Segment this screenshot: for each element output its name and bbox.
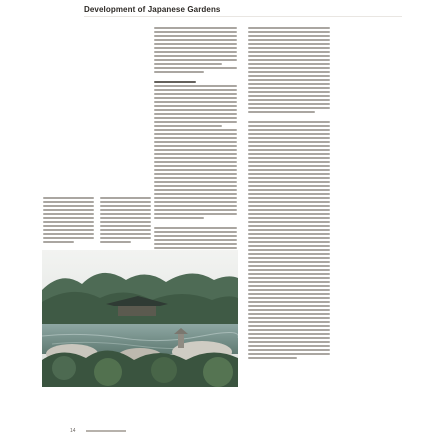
- text-line: [154, 201, 237, 203]
- text-line: [248, 233, 330, 235]
- text-line: [248, 357, 297, 359]
- text-line: [248, 177, 330, 179]
- text-line: [248, 103, 330, 105]
- text-line: [154, 149, 237, 151]
- text-line: [154, 101, 237, 103]
- text-line: [154, 193, 237, 195]
- text-line: [154, 165, 237, 167]
- text-line: [248, 309, 330, 311]
- text-line: [43, 205, 94, 207]
- text-line: [248, 181, 330, 183]
- text-line: [154, 75, 237, 79]
- text-line: [154, 185, 237, 187]
- text-line: [154, 117, 237, 119]
- text-line: [154, 27, 237, 29]
- text-line: [154, 235, 237, 237]
- text-line: [248, 83, 330, 85]
- text-line: [248, 273, 330, 275]
- text-line: [248, 137, 330, 139]
- text-line: [248, 349, 330, 351]
- paragraph-block: [154, 27, 237, 273]
- text-line: [154, 55, 237, 57]
- text-line: [154, 181, 237, 183]
- text-line: [43, 233, 94, 235]
- text-line: [154, 31, 237, 33]
- text-line: [154, 89, 237, 91]
- text-line: [248, 241, 330, 243]
- text-line: [100, 205, 151, 207]
- text-line: [248, 43, 330, 45]
- text-line: [248, 165, 330, 167]
- text-line: [43, 221, 94, 223]
- text-line: [248, 107, 330, 109]
- text-line: [154, 137, 237, 139]
- text-line: [154, 157, 237, 159]
- text-line: [100, 241, 131, 243]
- text-line: [248, 313, 330, 315]
- text-line: [248, 95, 330, 97]
- text-line: [248, 301, 330, 303]
- text-line: [248, 229, 330, 231]
- page-number: 14: [70, 428, 76, 434]
- text-line: [248, 213, 330, 215]
- text-line: [154, 97, 237, 99]
- text-line: [154, 105, 237, 107]
- text-line: [154, 109, 237, 111]
- text-line: [43, 201, 94, 203]
- header-rule: [84, 16, 402, 17]
- garden-photo-image: [42, 250, 238, 387]
- text-line: [43, 197, 94, 199]
- paragraph-block: [248, 27, 330, 359]
- text-line: [100, 217, 151, 219]
- text-line: [248, 317, 330, 319]
- text-line: [248, 31, 330, 33]
- caption-column: [43, 197, 94, 245]
- text-line: [248, 277, 330, 279]
- text-line: [154, 121, 237, 123]
- text-line: [248, 221, 330, 223]
- text-line: [248, 261, 330, 263]
- text-line: [248, 141, 330, 143]
- text-line: [154, 63, 222, 65]
- text-line: [154, 71, 204, 73]
- text-line: [248, 129, 330, 131]
- text-line: [248, 289, 330, 291]
- text-line: [154, 177, 237, 179]
- text-line: [248, 125, 330, 127]
- text-line: [248, 121, 330, 123]
- folio-line: [86, 430, 126, 432]
- text-line: [248, 333, 330, 335]
- text-line: [154, 47, 237, 49]
- subheading: [154, 81, 196, 83]
- caption-column: [100, 197, 151, 245]
- text-line: [248, 205, 330, 207]
- text-line: [154, 85, 237, 87]
- text-line: [154, 243, 237, 245]
- text-line: [248, 149, 330, 151]
- text-line: [248, 189, 330, 191]
- text-line: [248, 209, 330, 211]
- text-line: [248, 281, 330, 283]
- text-column-right: [248, 27, 330, 361]
- text-line: [248, 193, 330, 195]
- text-line: [154, 93, 237, 95]
- text-line: [100, 233, 151, 235]
- text-column-left: [154, 27, 237, 275]
- text-line: [43, 225, 94, 227]
- text-line: [248, 249, 330, 251]
- text-line: [43, 229, 94, 231]
- text-line: [154, 169, 237, 171]
- text-line: [248, 185, 330, 187]
- text-line: [248, 197, 330, 199]
- text-line: [154, 51, 237, 53]
- text-line: [154, 173, 237, 175]
- text-line: [248, 153, 330, 155]
- text-line: [248, 217, 330, 219]
- text-line: [248, 79, 330, 81]
- text-line: [100, 237, 151, 239]
- text-line: [43, 237, 94, 239]
- text-line: [154, 197, 237, 199]
- text-line: [154, 217, 204, 219]
- text-line: [248, 269, 330, 271]
- text-line: [248, 337, 330, 339]
- text-line: [248, 325, 330, 327]
- text-line: [154, 141, 237, 143]
- text-line: [154, 125, 222, 127]
- text-line: [154, 59, 237, 61]
- text-line: [248, 51, 330, 53]
- text-line: [248, 237, 330, 239]
- running-head: Development of Japanese Gardens: [84, 5, 221, 14]
- text-line: [248, 27, 330, 29]
- text-line: [154, 231, 237, 233]
- text-line: [100, 221, 151, 223]
- text-line: [248, 99, 330, 101]
- text-line: [248, 169, 330, 171]
- text-line: [248, 87, 330, 89]
- text-line: [248, 201, 330, 203]
- text-line: [248, 111, 315, 113]
- text-line: [248, 173, 330, 175]
- text-line: [248, 133, 330, 135]
- text-line: [100, 209, 151, 211]
- text-line: [248, 63, 330, 65]
- text-line: [154, 133, 237, 135]
- text-line: [154, 161, 237, 163]
- text-line: [248, 71, 330, 73]
- text-line: [248, 91, 330, 93]
- text-line: [248, 115, 330, 119]
- text-line: [154, 247, 237, 249]
- text-line: [248, 59, 330, 61]
- text-line: [154, 145, 237, 147]
- text-line: [154, 67, 237, 69]
- text-line: [248, 297, 330, 299]
- text-line: [43, 241, 74, 243]
- text-line: [248, 67, 330, 69]
- text-line: [248, 285, 330, 287]
- text-line: [154, 129, 237, 131]
- text-line: [154, 35, 237, 37]
- text-line: [154, 213, 237, 215]
- text-line: [154, 39, 237, 41]
- text-line: [100, 197, 151, 199]
- text-line: [248, 145, 330, 147]
- text-line: [154, 205, 237, 207]
- text-line: [154, 113, 237, 115]
- text-line: [248, 161, 330, 163]
- text-line: [248, 75, 330, 77]
- text-line: [154, 227, 237, 229]
- text-line: [154, 239, 237, 241]
- text-line: [154, 221, 237, 225]
- text-line: [248, 305, 330, 307]
- text-line: [154, 43, 237, 45]
- text-line: [248, 253, 330, 255]
- text-line: [100, 229, 151, 231]
- text-line: [248, 47, 330, 49]
- text-line: [248, 293, 330, 295]
- text-line: [154, 153, 237, 155]
- text-line: [43, 209, 94, 211]
- text-line: [154, 189, 237, 191]
- text-line: [248, 265, 330, 267]
- text-line: [154, 209, 237, 211]
- text-line: [248, 55, 330, 57]
- text-line: [100, 201, 151, 203]
- text-line: [248, 35, 330, 37]
- text-line: [248, 157, 330, 159]
- text-line: [248, 225, 330, 227]
- text-line: [43, 217, 94, 219]
- text-line: [248, 321, 330, 323]
- text-line: [43, 213, 94, 215]
- text-line: [248, 39, 330, 41]
- text-line: [248, 341, 330, 343]
- text-line: [248, 245, 330, 247]
- text-line: [248, 345, 330, 347]
- text-line: [100, 213, 151, 215]
- text-line: [248, 353, 330, 355]
- text-line: [100, 225, 151, 227]
- text-line: [248, 329, 330, 331]
- text-line: [248, 257, 330, 259]
- garden-photo: [42, 250, 238, 387]
